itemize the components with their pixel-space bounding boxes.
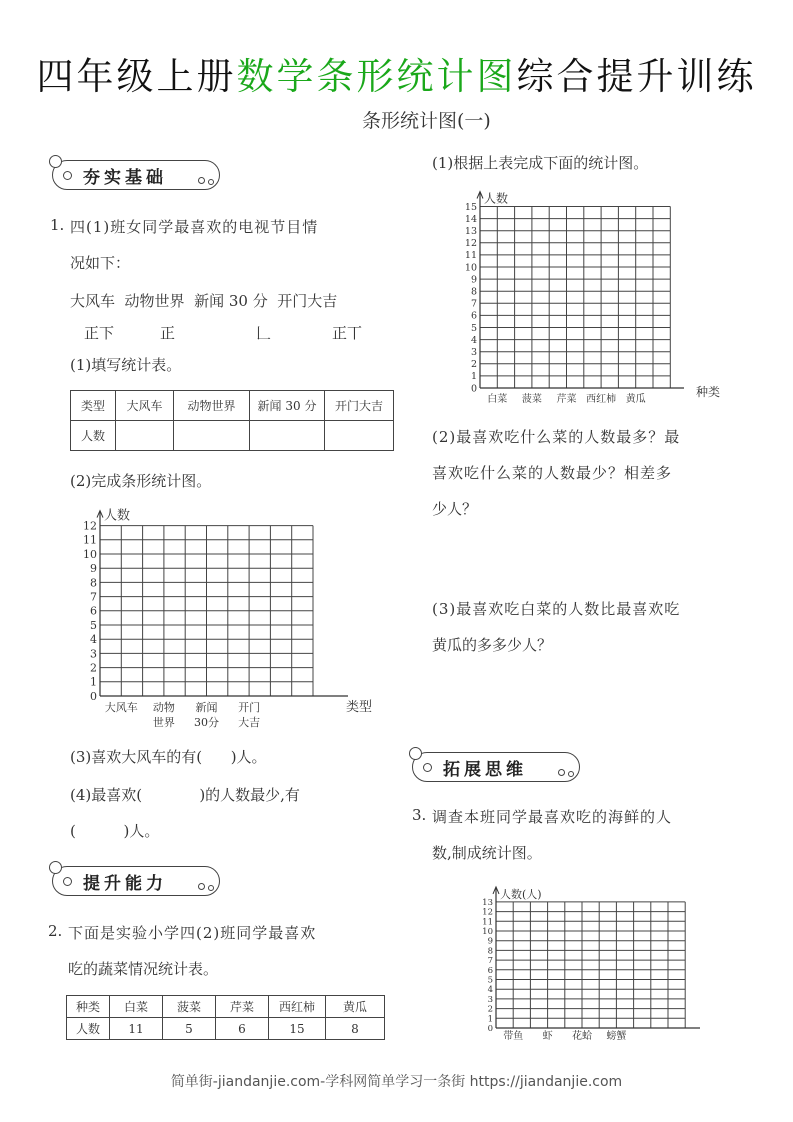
y-tick-label: 7 (487, 956, 493, 967)
q2-table-cell: 白菜 (110, 996, 163, 1018)
q2-table-cell: 人数 (67, 1018, 110, 1040)
y-tick-label: 9 (470, 274, 477, 286)
q2-table-cell: 芹菜 (216, 996, 269, 1018)
q2-table-cell: 11 (110, 1018, 163, 1040)
x-category-label: 新闻 (195, 701, 218, 714)
y-tick-label: 9 (90, 562, 97, 576)
x-category-label: 菠菜 (521, 394, 542, 405)
x-category-label: 大吉 (238, 716, 261, 729)
q3-line2: 数,制成统计图。 (432, 844, 542, 862)
title-highlight: 数学条形统计图 (236, 55, 517, 98)
subtitle: 条形统计图(一) (362, 110, 491, 132)
y-axis-label: 人数(人) (500, 887, 542, 901)
q2-part2-line3: 少人？ (432, 500, 478, 518)
q1-part3: (3)喜欢大风车的有( )人。 (70, 748, 267, 766)
q1-number: 1. (50, 216, 65, 234)
q1-tally-4: 正丅 (332, 324, 363, 342)
x-category-label: 大风车 (104, 701, 138, 714)
q1-programs: 大风车 动物世界 新闻 30 分 开门大吉 (70, 292, 338, 310)
q1-stat-table (70, 390, 394, 451)
q1-tally-2: 正 (160, 324, 176, 342)
section-expand-header (412, 752, 580, 782)
q2-line2: 吃的蔬菜情况统计表。 (68, 960, 219, 978)
q2-line1: 下面是实验小学四(2)班同学最喜欢 (68, 924, 317, 942)
x-category-label: 白菜 (487, 394, 508, 405)
chart1-grid[interactable] (60, 496, 390, 736)
q1-answer-cell[interactable] (174, 421, 250, 451)
y-tick-label: 0 (470, 383, 477, 395)
y-tick-label: 7 (90, 590, 97, 604)
y-tick-label: 4 (487, 985, 493, 996)
x-category-label: 开门 (238, 701, 261, 714)
section-basic-header (52, 160, 220, 190)
q2-stat-table (66, 995, 385, 1040)
y-tick-label: 12 (83, 519, 97, 533)
q1-table-cell: 人数 (71, 421, 116, 451)
q1-answer-cell[interactable] (325, 421, 394, 451)
y-tick-label: 4 (470, 334, 477, 346)
x-category-label: 30分 (194, 716, 219, 729)
y-tick-label: 8 (90, 576, 97, 590)
q1-part1: (1)填写统计表。 (70, 356, 182, 374)
y-tick-label: 6 (487, 965, 493, 976)
y-tick-label: 1 (470, 371, 477, 383)
section-expand-label: 拓展思维 (443, 759, 527, 780)
title-prefix: 四年级上册 (36, 55, 237, 98)
y-tick-label: 5 (487, 975, 493, 986)
y-tick-label: 11 (83, 533, 97, 547)
section-basic-label: 夯实基础 (83, 167, 167, 188)
q1-table-cell: 动物世界 (174, 391, 250, 421)
x-category-label: 动物 (152, 701, 175, 714)
y-tick-label: 1 (487, 1014, 493, 1025)
y-tick-label: 2 (470, 359, 477, 371)
y-tick-label: 5 (90, 618, 97, 632)
q2-table-cell: 种类 (67, 996, 110, 1018)
q1-tally-1: 正下 (84, 324, 115, 342)
y-tick-label: 8 (487, 946, 493, 957)
y-axis-label: 人数 (484, 191, 509, 206)
q1-table-cell: 新闻 30 分 (250, 391, 325, 421)
q1-table-cell: 大风车 (116, 391, 174, 421)
x-category-label: 西红柿 (586, 394, 617, 405)
x-category-label: 芹菜 (556, 394, 577, 405)
q1-line2: 况如下： (70, 254, 131, 272)
x-category-label: 螃蟹 (606, 1031, 627, 1042)
q2-table-cell: 15 (269, 1018, 326, 1040)
x-category-label: 花蛤 (572, 1031, 592, 1042)
q2-table-cell: 6 (216, 1018, 269, 1040)
y-tick-label: 2 (90, 661, 97, 675)
y-tick-label: 11 (482, 917, 493, 928)
y-tick-label: 4 (90, 633, 97, 647)
y-tick-label: 3 (487, 994, 493, 1005)
q2-part3-line2: 黄瓜的多多少人？ (432, 636, 553, 654)
footer-watermark: 简单街-jiandanjie.com-学科网简单学习一条街 https://jiandanjie.com (170, 1074, 623, 1090)
chart3-grid[interactable] (468, 872, 708, 1047)
q1-tally-3: 𠃊 (256, 324, 272, 342)
y-tick-label: 15 (464, 201, 477, 213)
y-tick-label: 10 (83, 547, 97, 561)
q2-table-cell: 菠菜 (163, 996, 216, 1018)
y-tick-label: 6 (470, 310, 477, 322)
y-tick-label: 6 (90, 604, 97, 618)
q1-part4-line2: ( )人。 (70, 822, 160, 840)
title-suffix: 综合提升训练 (516, 55, 757, 98)
q2-table-cell: 黄瓜 (326, 996, 385, 1018)
y-tick-label: 12 (464, 238, 477, 250)
y-tick-label: 0 (90, 689, 97, 703)
y-tick-label: 13 (482, 897, 493, 908)
q2-table-cell: 8 (326, 1018, 385, 1040)
y-tick-label: 2 (487, 1004, 493, 1015)
q2-number: 2. (48, 922, 63, 940)
q2-table-cell: 西红柿 (269, 996, 326, 1018)
q2-part2-line2: 喜欢吃什么菜的人数最少？相差多 (432, 464, 673, 482)
y-tick-label: 5 (470, 322, 477, 334)
q2-part2-line1: (2)最喜欢吃什么菜的人数最多？最 (432, 428, 681, 446)
page-title (0, 46, 793, 100)
y-tick-label: 0 (487, 1023, 493, 1034)
y-tick-label: 10 (464, 262, 477, 274)
y-tick-label: 9 (487, 936, 493, 947)
y-tick-label: 3 (90, 647, 97, 661)
x-category-label: 黄瓜 (625, 394, 646, 405)
x-category-label: 虾 (542, 1031, 553, 1042)
y-tick-label: 14 (464, 213, 477, 225)
y-tick-label: 11 (464, 250, 477, 262)
q1-line1: 四(1)班女同学最喜欢的电视节目情 (70, 218, 319, 236)
section-improve-label: 提升能力 (83, 873, 167, 894)
y-tick-label: 8 (470, 286, 477, 298)
y-tick-label: 7 (470, 298, 477, 310)
q1-part2: (2)完成条形统计图。 (70, 472, 212, 490)
q2-part3-line1: (3)最喜欢吃白菜的人数比最喜欢吃 (432, 600, 681, 618)
x-category-label: 带鱼 (503, 1031, 524, 1042)
q1-answer-cell[interactable] (116, 421, 174, 451)
q3-number: 3. (412, 806, 427, 824)
y-tick-label: 12 (482, 907, 493, 918)
chart2-grid[interactable] (452, 186, 762, 406)
y-axis-label: 人数 (104, 508, 131, 524)
y-tick-label: 13 (464, 226, 477, 238)
y-tick-label: 3 (470, 347, 477, 359)
x-axis-label: 类型 (346, 700, 373, 715)
q2-part1: (1)根据上表完成下面的统计图。 (432, 154, 649, 172)
y-tick-label: 1 (90, 675, 97, 689)
q3-line1: 调查本班同学最喜欢吃的海鲜的人 (432, 808, 673, 826)
q1-answer-cell[interactable] (250, 421, 325, 451)
x-category-label: 世界 (152, 716, 175, 729)
y-tick-label: 10 (482, 926, 493, 937)
q1-table-cell: 开门大吉 (325, 391, 394, 421)
q2-table-cell: 5 (163, 1018, 216, 1040)
section-improve-header (52, 866, 220, 896)
q1-table-cell: 类型 (71, 391, 116, 421)
x-axis-label: 种类 (696, 385, 721, 399)
q1-part4-line1: (4)最喜欢( )的人数最少,有 (70, 786, 300, 804)
